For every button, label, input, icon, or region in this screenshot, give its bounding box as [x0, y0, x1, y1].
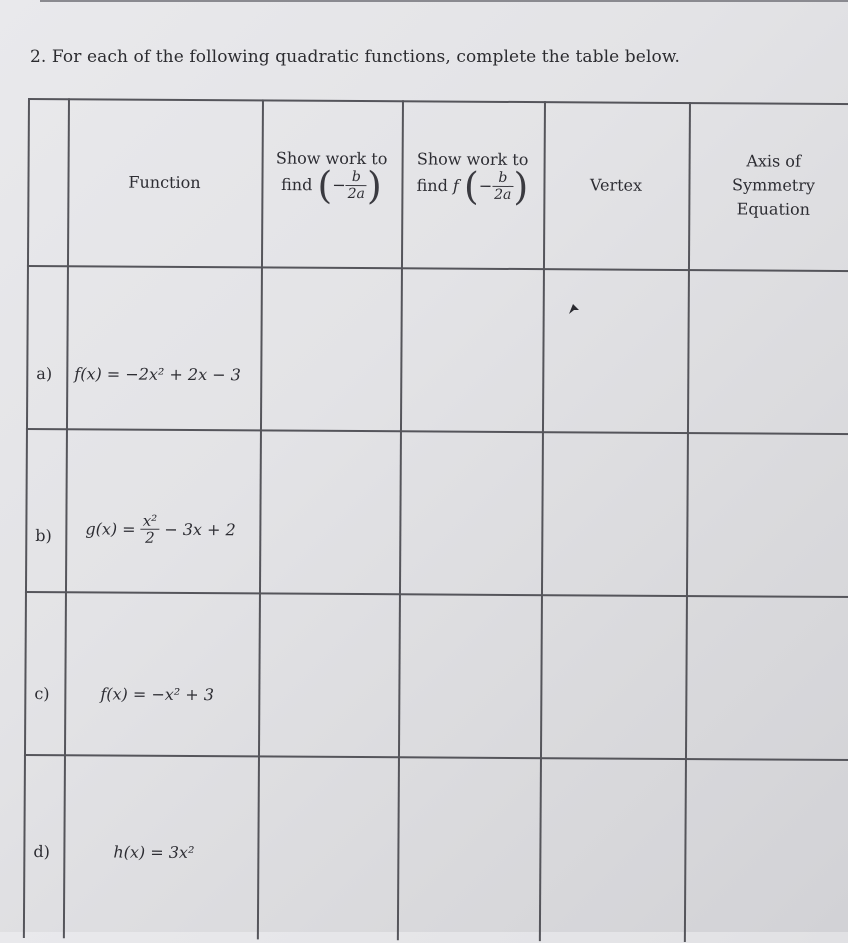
frac-numerator: b [346, 169, 367, 186]
table-rule [684, 102, 691, 942]
fraction-b-over-2a [492, 170, 513, 203]
header-vertex [543, 173, 688, 198]
quadratic-table [23, 98, 848, 943]
function-b [85, 512, 236, 546]
header-axis-line1: Axis of [746, 151, 801, 171]
fraction-b-over-2a [346, 169, 367, 202]
frac-numerator: b [492, 170, 513, 187]
header-vertex-label: Vertex [589, 175, 643, 195]
mouse-cursor-icon [567, 302, 581, 316]
frac-minus: − [332, 175, 346, 195]
row-label-a: a) [36, 364, 53, 384]
header-find-fx-word: find [416, 175, 448, 196]
table-rule [26, 428, 848, 435]
header-axis-line3: Equation [736, 199, 811, 219]
function-a-rhs: −2x² + 2x − 3 [125, 364, 241, 385]
frac-denominator: 2a [494, 186, 512, 203]
header-find-x-word: find [281, 175, 313, 195]
function-b-denominator: 2 [145, 528, 155, 547]
function-c-lhs: f(x) = [100, 684, 152, 704]
table-rule [397, 100, 404, 940]
function-c [100, 684, 214, 704]
function-d [113, 843, 194, 862]
table-rule [25, 591, 848, 598]
table-rule [539, 101, 546, 941]
header-find-fx: Show work to find f (− $\frac{b}{2a}$ ) [401, 147, 543, 203]
function-a-lhs: f(x) = [74, 364, 126, 384]
row-label-c: c) [34, 684, 50, 704]
function-a [74, 364, 241, 384]
function-d-lhs: h(x) = [113, 842, 169, 862]
header-find-x: Show work to find (− $\frac{b}{2a}$ ) [261, 146, 401, 202]
header-find-fx-line1: Show work to [416, 149, 529, 170]
table-rule [27, 265, 848, 272]
table-rule [24, 754, 848, 761]
frac-denominator: 2a [347, 185, 365, 203]
header-function [67, 170, 261, 195]
function-b-lhs: g(x) = [85, 519, 141, 539]
question-text: 2. For each of the following quadratic functions, complete the table below. [30, 47, 680, 67]
header-find-x-line1: Show work to [275, 148, 388, 169]
header-function-label: Function [128, 172, 201, 193]
frac-minus: − [478, 176, 493, 196]
table-rule [28, 98, 848, 105]
function-b-rhs: − 3x + 2 [159, 519, 236, 540]
table-rule [63, 98, 70, 938]
header-f-symbol: f [452, 176, 459, 196]
top-rule [40, 0, 848, 2]
function-c-rhs: −x² + 3 [151, 684, 215, 705]
table-rule [23, 98, 30, 938]
table-rule [257, 99, 264, 939]
header-axis-line2: Symmetry [731, 175, 816, 195]
function-b-numerator: x² [142, 511, 158, 530]
function-d-rhs: 3x² [168, 842, 195, 863]
function-b-fraction [141, 513, 160, 546]
header-axis-of-symmetry [688, 149, 848, 222]
row-label-b: b) [35, 526, 52, 546]
row-label-d: d) [33, 842, 50, 862]
